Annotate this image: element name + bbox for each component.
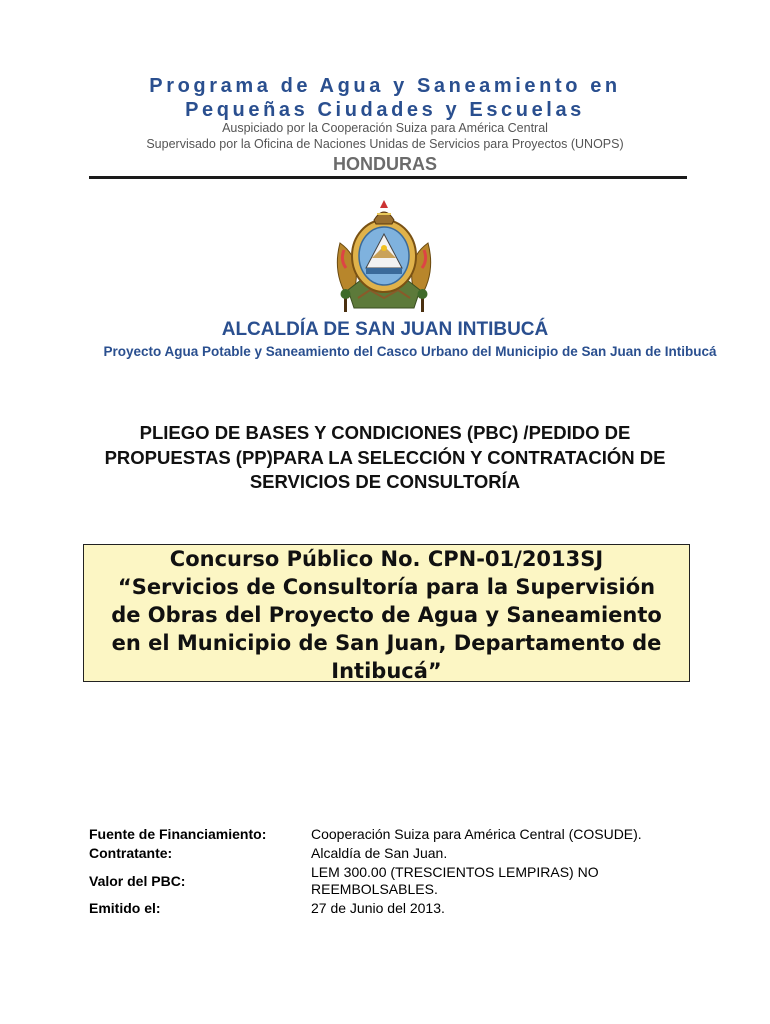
contest-description-line: “Servicios de Consultoría para la Supervisión xyxy=(117,575,656,599)
project-subtitle: Proyecto Agua Potable y Saneamiento del Casco Urbano del Municipio de San Juan de Intibucá xyxy=(103,344,717,359)
document-title: PLIEGO DE BASES Y CONDICIONES (PBC) /PEDIDO DE PROPUESTAS (PP)PARA LA SELECCIÓN Y CONTRATACIÓN DE SERVICIOS DE CONSULTORÍA xyxy=(104,422,666,492)
issued-value: 27 de Junio del 2013. xyxy=(311,900,445,916)
municipality-title: ALCALDÍA DE SAN JUAN INTIBUCÁ xyxy=(221,319,549,340)
price-label: Valor del PBC: xyxy=(89,873,186,889)
contest-description-line: en el Municipio de San Juan, Departamento de xyxy=(111,631,662,655)
funding-label: Fuente de Financiamiento: xyxy=(89,826,267,842)
sponsor-line: Auspiciado por la Cooperación Suiza para América Central xyxy=(222,121,548,135)
contractor-label: Contratante: xyxy=(89,845,173,861)
contest-description-line: Intibucá” xyxy=(331,659,442,683)
contractor-value: Alcaldía de San Juan. xyxy=(311,845,448,861)
country-title: HONDURAS xyxy=(332,154,437,174)
coat-of-arms-icon xyxy=(330,198,438,316)
title-divider xyxy=(89,176,687,179)
issued-label: Emitido el: xyxy=(89,900,161,916)
price-value: LEM 300.00 (TRESCIENTOS LEMPIRAS) NO xyxy=(311,864,599,880)
price-value-continued: REEMBOLSABLES. xyxy=(311,881,438,897)
program-title: Programa de Agua y Saneamiento en Pequeñas Ciudades y Escuelas xyxy=(149,75,621,121)
funding-value: Cooperación Suiza para América Central (COSUDE). xyxy=(311,826,642,842)
contest-description-line: de Obras del Proyecto de Agua y Saneamiento xyxy=(111,603,662,627)
contest-number: Concurso Público No. CPN-01/2013SJ xyxy=(169,547,604,571)
contest-text xyxy=(83,545,690,685)
supervisor-line: Supervisado por la Oficina de Naciones Unidas de Servicios para Proyectos (UNOPS) xyxy=(146,137,624,151)
